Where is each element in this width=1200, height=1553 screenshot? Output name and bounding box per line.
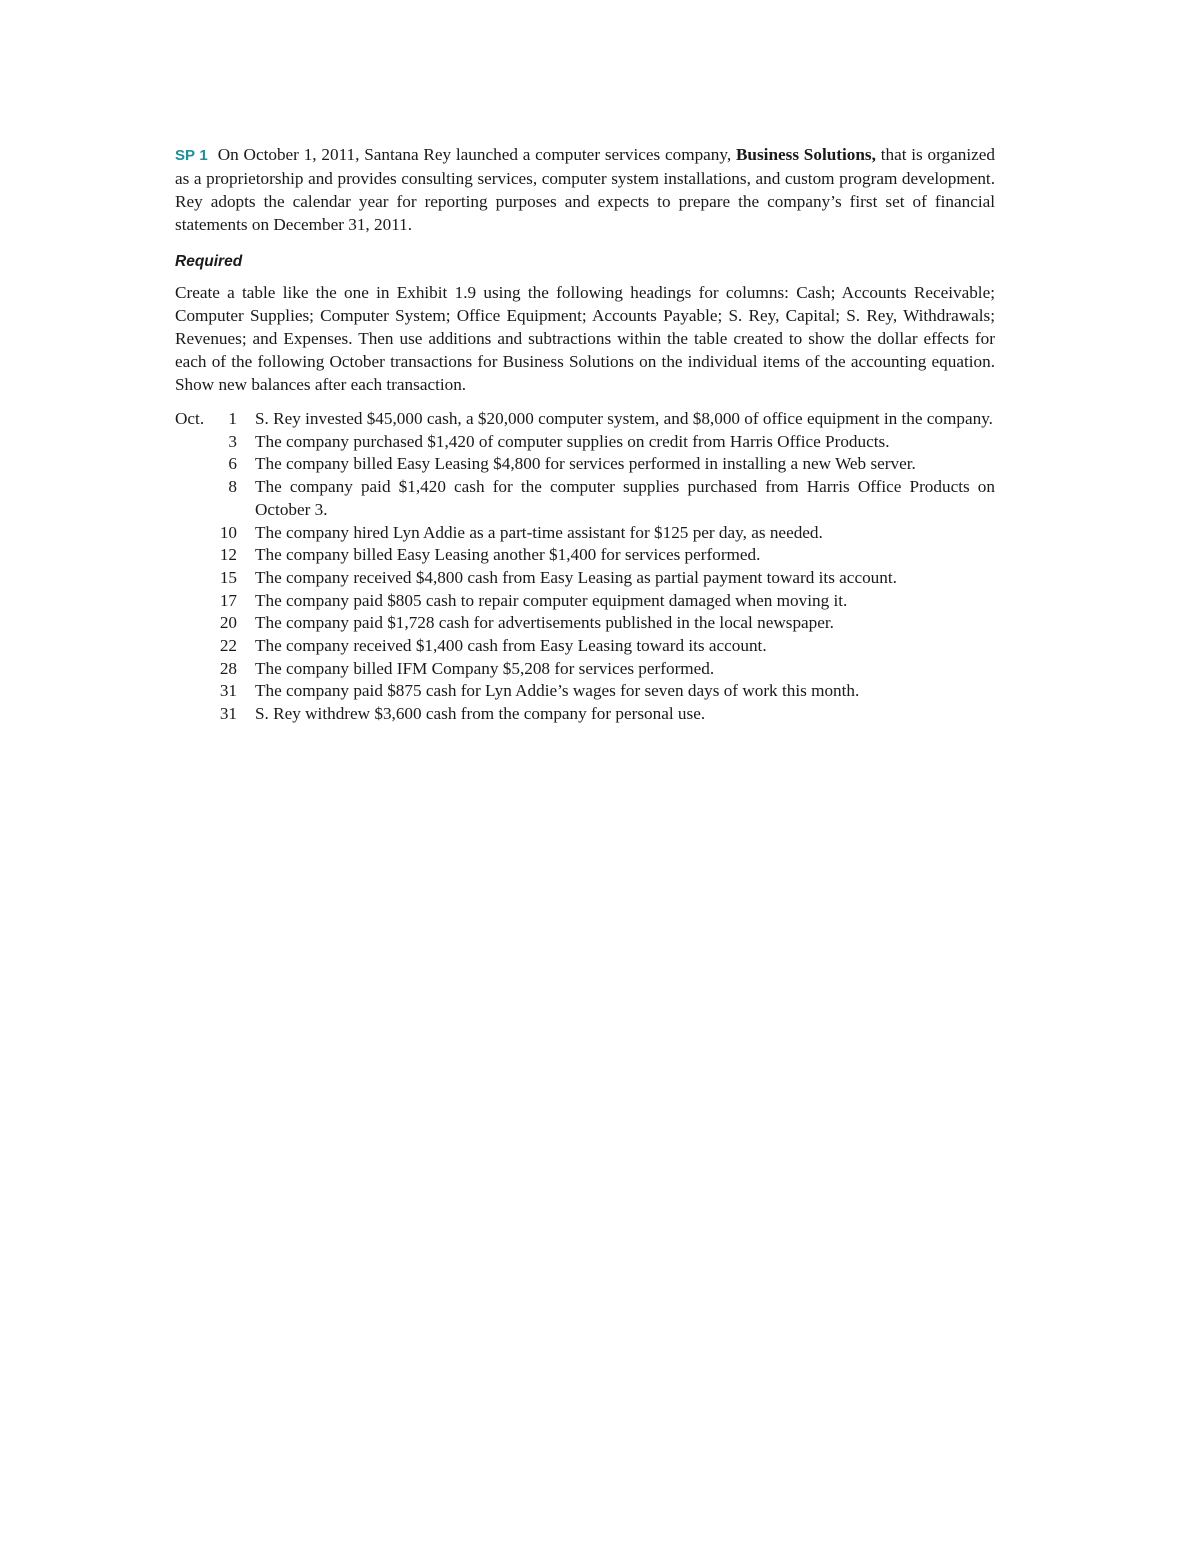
problem-page — [175, 143, 995, 726]
transaction-item — [175, 703, 995, 726]
transaction-text: The company billed IFM Company $5,208 for services performed. — [255, 658, 715, 678]
transaction-day: 31 — [219, 704, 237, 724]
transaction-day: 6 — [228, 454, 237, 474]
transaction-item — [175, 476, 995, 521]
transaction-text: The company received $4,800 cash from Easy Leasing as partial payment toward its account. — [255, 567, 897, 587]
transaction-text: The company paid $875 cash for Lyn Addie’s wages for seven days of work this month. — [255, 681, 860, 701]
transaction-item — [175, 431, 995, 454]
required-text: Create a table like the one in Exhibit 1.9 using the following headings for columns: Cash; Accounts Receivable; Computer Supplies; Computer System; Office Equipment; Accounts Payable; S. Rey, Capital; S. Rey, Withdrawals; Revenues; and Expenses. Then use additions and subtractions within the table created to show the dollar effects for each of the following October transactions for Business Solutions on the individual items of the accounting equation. Show new balances after each transaction. — [175, 283, 995, 394]
transaction-item — [175, 590, 995, 613]
transaction-item — [175, 408, 995, 431]
intro-text-end: that is organized as a proprietorship and provides consulting services, computer system installations, and custom program development. Rey adopts the calendar year for reporting purposes and expects to prepare the company’s first set of financial statements on December 31, 2011. — [175, 145, 995, 234]
transaction-day: 20 — [219, 613, 237, 633]
transaction-item — [175, 658, 995, 681]
transaction-day: 22 — [219, 636, 237, 656]
required-heading: Required — [175, 253, 243, 270]
company-name: Business Solutions, — [735, 145, 876, 164]
transaction-item — [175, 612, 995, 635]
transaction-item — [175, 544, 995, 567]
transaction-text: The company paid $805 cash to repair computer equipment damaged when moving it. — [255, 590, 848, 610]
transaction-list — [175, 408, 995, 726]
transaction-item — [175, 680, 995, 703]
transaction-text: The company paid $1,420 cash for the computer supplies purchased from Harris Office Products on October 3. — [255, 477, 995, 519]
transaction-text: S. Rey withdrew $3,600 cash from the company for personal use. — [255, 704, 706, 724]
transaction-day: 28 — [219, 658, 237, 678]
transaction-item — [175, 522, 995, 545]
transaction-day: 12 — [219, 545, 237, 565]
transaction-day: 17 — [219, 590, 237, 610]
transaction-text: The company hired Lyn Addie as a part-time assistant for $125 per day, as needed. — [255, 522, 823, 542]
transaction-month: Oct. — [175, 409, 205, 428]
transaction-text: The company paid $1,728 cash for advertisements published in the local newspaper. — [255, 613, 834, 633]
transaction-item — [175, 453, 995, 476]
transaction-text: S. Rey invested $45,000 cash, a $20,000 computer system, and $8,000 of office equipment in the company. — [255, 409, 993, 428]
transaction-day: 8 — [228, 477, 237, 497]
transaction-item — [175, 635, 995, 658]
transaction-text: The company billed Easy Leasing another $1,400 for services performed. — [255, 545, 761, 565]
transaction-item — [175, 567, 995, 590]
transaction-text: The company purchased $1,420 of computer supplies on credit from Harris Office Products. — [255, 431, 890, 451]
transaction-text: The company received $1,400 cash from Easy Leasing toward its account. — [255, 636, 767, 656]
problem-intro — [175, 143, 995, 236]
transaction-day: 3 — [228, 431, 237, 451]
transaction-text: The company billed Easy Leasing $4,800 for services performed in installing a new Web server. — [255, 454, 916, 474]
transaction-day: 1 — [228, 409, 237, 428]
transaction-day: 31 — [219, 681, 237, 701]
problem-label: SP 1 — [175, 147, 208, 164]
transaction-day: 10 — [219, 522, 237, 542]
transaction-day: 15 — [219, 567, 237, 587]
intro-text-start: On October 1, 2011, Santana Rey launched a computer services company, — [217, 145, 736, 164]
